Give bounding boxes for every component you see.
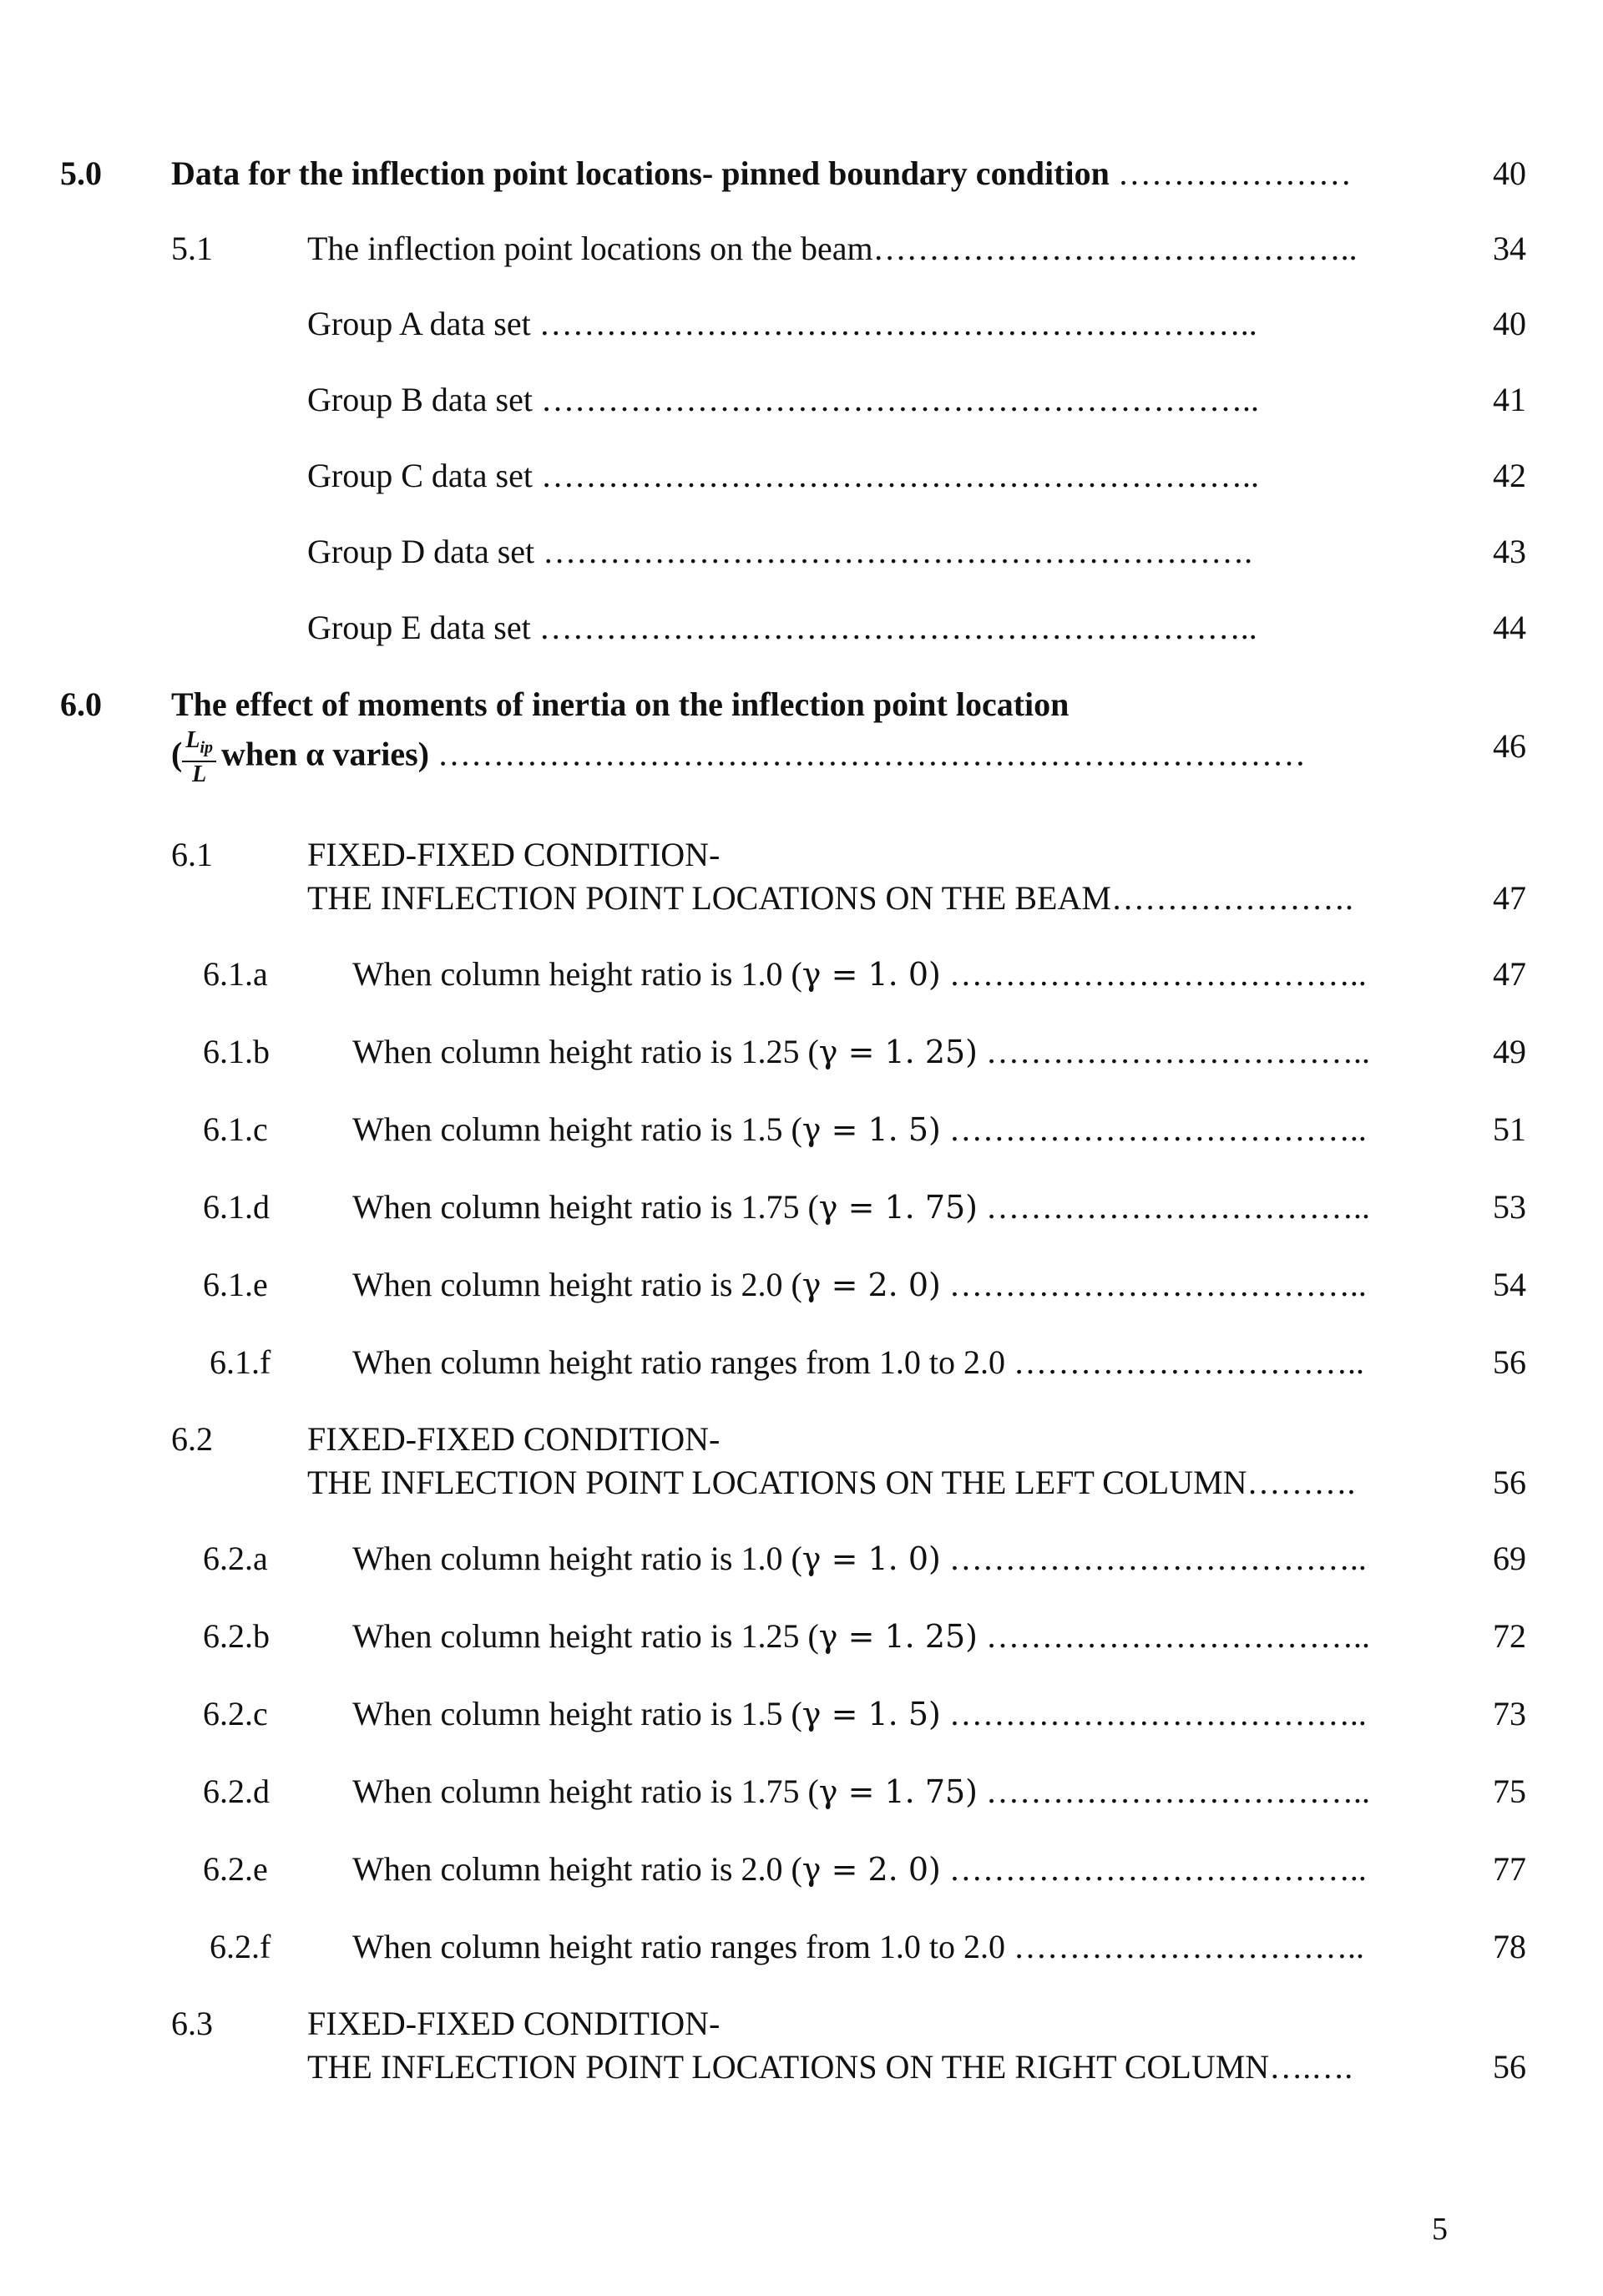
toc-entry-number: 6.1.d [203,1188,270,1226]
gamma-expression: γ = 1. 25) [818,1034,978,1070]
toc-entry-title-text: THE INFLECTION POINT LOCATIONS ON THE RIGHT COLUMN [307,2048,1270,2086]
toc-entry-title-text: THE INFLECTION POINT LOCATIONS ON THE LEFT COLUMN [307,1464,1247,1501]
toc-entry-title-cont[interactable] [171,728,1306,787]
toc-page-number: 47 [1493,879,1526,917]
toc-entry-title[interactable] [352,1032,1370,1071]
toc-page-number: 53 [1493,1188,1526,1226]
toc-entry-title[interactable] [352,1927,1364,1966]
toc-entry-number: 5.0 [60,154,102,192]
toc-entry-title-text: When column height ratio is 1.5 ( [352,1695,802,1732]
toc-entry-number: 6.2.f [210,1928,271,1965]
toc-entry-title[interactable] [307,456,1259,495]
toc-page-number: 42 [1493,457,1526,494]
toc-leader-dots: ….…. [1269,2048,1353,2086]
toc-page-number: 56 [1493,2048,1526,2086]
toc-page-number: 44 [1493,609,1526,646]
toc-entry-title[interactable] [307,608,1257,647]
toc-entry-number: 6.2.a [203,1540,268,1577]
toc-leader-dots: ………………………………………………………. [543,533,1253,570]
toc-leader-dots: ……………………………….. [948,1695,1367,1732]
toc-leader-dots: ……………………………………………………….. [540,381,1259,418]
toc-entry-title[interactable]: FIXED-FIXED CONDITION- [307,1420,721,1458]
toc-page-number: 47 [1493,955,1526,993]
gamma-expression: γ = 1. 75) [818,1189,978,1226]
gamma-expression: γ = 1. 5) [802,1696,941,1732]
toc-entry-title[interactable] [352,1110,1367,1149]
toc-leader-dots: ……………………………….. [948,1110,1367,1148]
toc-leader-dots: ……………………………….. [948,955,1367,993]
gamma-expression: γ = 1. 25) [818,1618,978,1655]
toc-page-number: 43 [1493,533,1526,570]
toc-entry-number: 6.3 [171,2005,213,2042]
toc-page-number: 56 [1493,1343,1526,1381]
toc-entry-title-text: When column height ratio is 1.75 ( [352,1773,819,1810]
toc-entry-number: 6.1.e [203,1266,268,1303]
toc-entry-title[interactable] [307,229,1358,268]
toc-page-number: 40 [1493,154,1526,192]
toc-entry-number: 6.2.e [203,1850,268,1888]
toc-leader-dots: …………………………………………………………………… [437,735,1306,773]
toc-entry-number: 6.1.c [203,1110,268,1148]
toc-entry-title-text: Group D data set [307,533,535,570]
toc-entry-title-text: THE INFLECTION POINT LOCATIONS ON THE BEAM [307,879,1111,917]
gamma-expression: γ = 1. 75) [818,1773,978,1810]
toc-leader-dots: ……………………………………………………….. [539,609,1257,646]
gamma-expression: γ = 1. 0) [802,956,941,993]
toc-page-number: 46 [1493,727,1526,765]
toc-entry-title-cont[interactable] [307,878,1353,918]
toc-leader-dots: …………………. [1110,879,1353,917]
toc-entry-title[interactable] [307,304,1257,343]
toc-page-number: 54 [1493,1266,1526,1303]
toc-entry-title[interactable] [352,954,1367,994]
toc-entry-title-text: When column height ratio is 1.75 ( [352,1188,819,1226]
toc-entry-title[interactable] [352,1265,1367,1304]
toc-leader-dots: …………………………….. [986,1033,1371,1070]
toc-entry-number: 6.2.b [203,1617,270,1655]
toc-entry-title-text: When column height ratio is 1.25 ( [352,1033,819,1070]
gamma-expression: γ = 2. 0) [802,1267,941,1303]
toc-page-number: 75 [1493,1773,1526,1810]
toc-entry-number: 6.0 [60,685,102,723]
toc-page-number: 51 [1493,1110,1526,1148]
toc-entry-title-text: Group E data set [307,609,531,646]
toc-entry-title-cont[interactable] [307,1463,1356,1502]
toc-page-number: 41 [1493,381,1526,418]
toc-page-number: 72 [1493,1617,1526,1655]
toc-leader-dots: …………………………….. [986,1188,1371,1226]
toc-entry-title[interactable]: FIXED-FIXED CONDITION- [307,2005,721,2042]
toc-entry-number: 6.1.a [203,955,268,993]
toc-leader-dots: …………………………………….. [872,230,1358,267]
toc-entry-title-text: when α varies) [221,735,429,773]
toc-entry-title[interactable] [352,1694,1367,1733]
toc-entry-number: 6.1.b [203,1033,270,1070]
toc-entry-title-text: When column height ratio is 1.5 ( [352,1110,802,1148]
toc-entry-title-cont[interactable] [307,2047,1353,2086]
gamma-expression: γ = 1. 0) [802,1540,941,1577]
toc-leader-dots: …………………………….. [986,1617,1371,1655]
toc-page-number: 49 [1493,1033,1526,1070]
toc-entry-title[interactable]: FIXED-FIXED CONDITION- [307,836,721,873]
toc-entry-title[interactable] [352,1616,1370,1656]
toc-entry-title-text: When column height ratio is 2.0 ( [352,1850,802,1888]
toc-entry-title-text: When column height ratio is 2.0 ( [352,1266,802,1303]
toc-entry-title[interactable] [171,154,1352,193]
toc-page-number: 78 [1493,1928,1526,1965]
toc-entry-title[interactable] [352,1772,1370,1811]
toc-leader-dots: ………………………….. [1014,1343,1365,1381]
lip-over-l-fraction: $\frac{L_{ip}}{L}$ [182,728,216,787]
toc-entry-title[interactable] [352,1539,1367,1578]
open-paren: ( [171,735,183,773]
toc-leader-dots: ……………………………….. [948,1850,1367,1888]
toc-entry-title[interactable] [307,380,1259,419]
toc-entry-title[interactable] [352,1343,1364,1382]
toc-entry-title[interactable] [352,1849,1367,1889]
toc-page-number: 77 [1493,1850,1526,1888]
toc-leader-dots: ………. [1246,1464,1356,1501]
toc-page-number: 56 [1493,1464,1526,1501]
toc-page-number: 73 [1493,1695,1526,1732]
toc-leader-dots: …………………………….. [986,1773,1371,1810]
toc-entry-title-text: Group A data set [307,305,531,342]
gamma-expression: γ = 2. 0) [802,1851,941,1888]
toc-entry-title-text: The inflection point locations on the beam [307,230,873,267]
toc-entry-number: 6.1.f [210,1343,271,1381]
footer-page-number: 5 [1432,2212,1448,2247]
toc-entry-number: 6.2 [171,1420,213,1458]
toc-leader-dots: ……………………………….. [948,1266,1367,1303]
toc-entry-title-text: When column height ratio is 1.0 ( [352,1540,802,1577]
toc-entry-title-text: When column height ratio is 1.25 ( [352,1617,819,1655]
toc-entry-title-text: When column height ratio ranges from 1.0 to 2.0 [352,1343,1006,1381]
toc-leader-dots: ……………………………………………………….. [540,457,1259,494]
toc-entry-number: 5.1 [171,230,213,267]
toc-leader-dots: ……………………………….. [948,1540,1367,1577]
toc-leader-dots: ………………………….. [1014,1928,1365,1965]
toc-entry-number: 6.1 [171,836,213,873]
toc-entry-title-text: When column height ratio ranges from 1.0 to 2.0 [352,1928,1006,1965]
toc-entry-title-text: When column height ratio is 1.0 ( [352,955,802,993]
gamma-expression: γ = 1. 5) [802,1111,941,1148]
toc-entry-title-text: Data for the inflection point locations- pinned boundary condition [171,154,1110,192]
toc-entry-title[interactable]: The effect of moments of inertia on the inflection point location [171,685,1070,723]
toc-leader-dots: ……………………………………………………….. [539,305,1257,342]
toc-page-number: 69 [1493,1540,1526,1577]
toc-entry-title[interactable] [307,532,1252,571]
toc-page-number: 40 [1493,305,1526,342]
toc-entry-title-text: Group C data set [307,457,533,494]
toc-entry-number: 6.2.c [203,1695,268,1732]
toc-entry-number: 6.2.d [203,1773,270,1810]
toc-entry-title-text: Group B data set [307,381,533,418]
toc-leader-dots: ………………… [1117,154,1352,192]
toc-page-number: 34 [1493,230,1526,267]
toc-entry-title[interactable] [352,1187,1370,1226]
